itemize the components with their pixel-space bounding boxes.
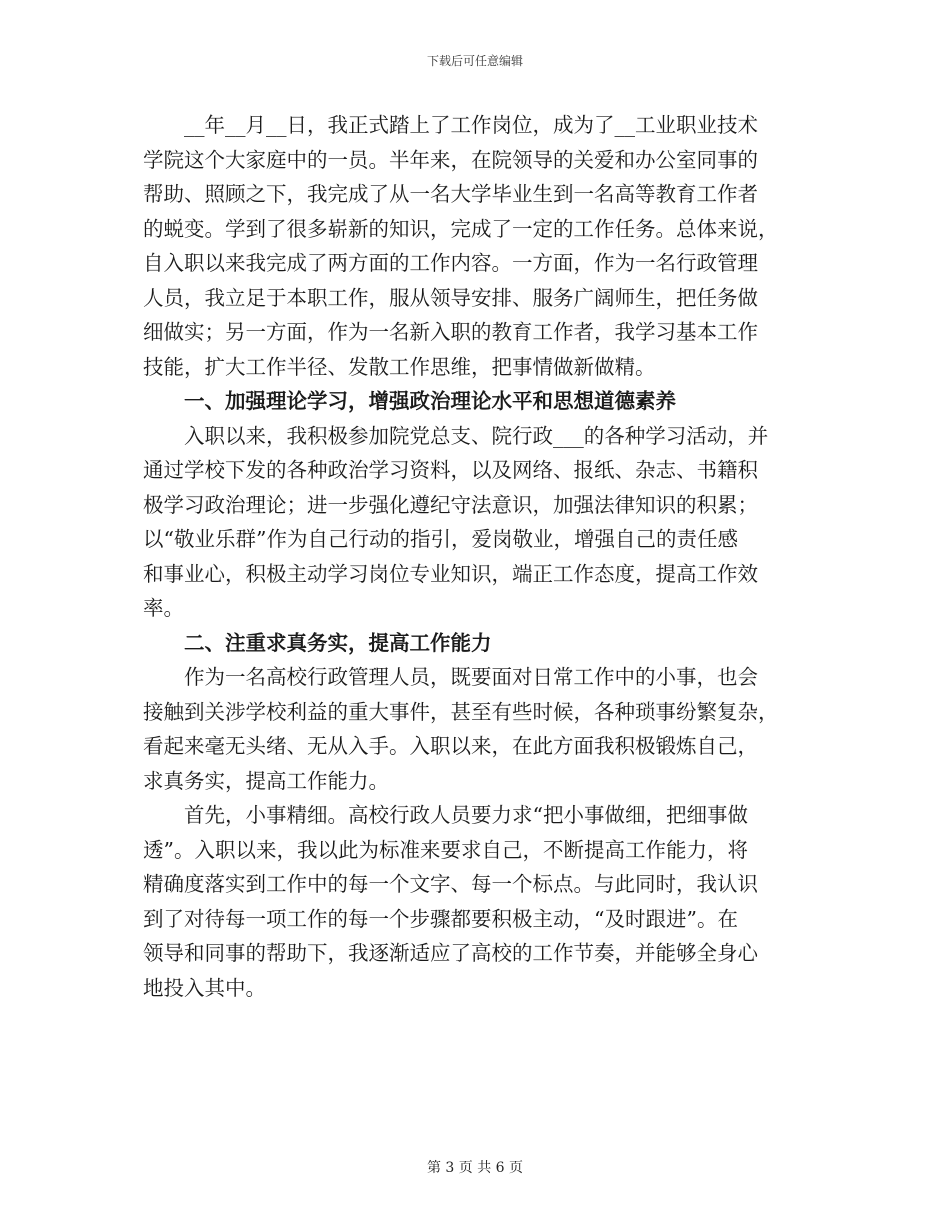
body-text-line: 作为一名高校行政管理人员，既要面对日常工作中的小事，也会	[143, 665, 758, 689]
body-text-line: 入职以来，我积极参加院党总支、院行政___的各种学习活动，并	[143, 423, 769, 448]
body-text-line: 透”。入职以来，我以此为标准来要求自己，不断提高工作能力，将	[143, 837, 748, 862]
body-text-line: 精确度落实到工作中的每一个文字、每一个标点。与此同时，我认识	[143, 872, 758, 896]
body-text-line: 率。	[143, 596, 184, 620]
body-text-line: 到了对待每一项工作的每一个步骤都要积极主动，“及时跟进”。在	[143, 906, 738, 931]
body-text-line: 以“敬业乐群”作为自己行动的指引，爱岗敬业，增强自己的责任感	[143, 527, 738, 551]
body-text-line: 求真务实，提高工作能力。	[143, 768, 389, 793]
body-text-line: 细做实；另一方面，作为一名新入职的教育工作者，我学习基本工作	[143, 320, 758, 344]
page-header: 下载后可任意编辑	[426, 54, 523, 68]
body-text-line: 人员，我立足于本职工作，服从领导安排、服务广阔师生，把任务做	[143, 285, 758, 310]
body-text-line: __年__月__日，我正式踏上了工作岗位，成为了__工业职业技术	[143, 113, 758, 137]
body-text-line: 极学习政治理论；进一步强化遵纪守法意识，加强法律知识的积累；	[143, 492, 758, 517]
body-text-line: 和事业心，积极主动学习岗位专业知识，端正工作态度，提高工作效	[143, 561, 758, 586]
body-text-line: 地投入其中。	[143, 975, 266, 1000]
body-text-line: 学院这个大家庭中的一员。半年来，在院领导的关爱和办公室同事的	[143, 147, 758, 172]
document-body	[143, 108, 808, 1005]
body-text-line: 技能，扩大工作半径、发散工作思维，把事情做新做精。	[143, 354, 656, 379]
section-heading-line: 一、加强理论学习，增强政治理论水平和思想道德素养	[143, 389, 676, 413]
body-text-line: 看起来毫无头绪、无从入手。入职以来，在此方面我积极锻炼自己，	[143, 734, 758, 758]
body-text-line: 自入职以来我完成了两方面的工作内容。一方面，作为一名行政管理	[143, 251, 758, 275]
body-text-line: 通过学校下发的各种政治学习资料，以及网络、报纸、杂志、书籍积	[143, 458, 758, 482]
body-text-line: 接触到关涉学校利益的重大事件，甚至有些时候，各种琐事纷繁复杂，	[143, 699, 779, 724]
body-text-line: 首先，小事精细。高校行政人员要力求“把小事做细，把细事做	[143, 803, 748, 827]
page-footer: 第 3 页 共 6 页	[426, 1160, 524, 1176]
body-text-line: 的蜕变。学到了很多崭新的知识，完成了一定的工作任务。总体来说，	[143, 216, 779, 241]
section-heading-line: 二、注重求真务实，提高工作能力	[143, 630, 492, 655]
body-text-line: 领导和同事的帮助下，我逐渐适应了高校的工作节奏，并能够全身心	[143, 941, 758, 965]
body-text-line: 帮助、照顾之下，我完成了从一名大学毕业生到一名高等教育工作者	[143, 182, 758, 206]
